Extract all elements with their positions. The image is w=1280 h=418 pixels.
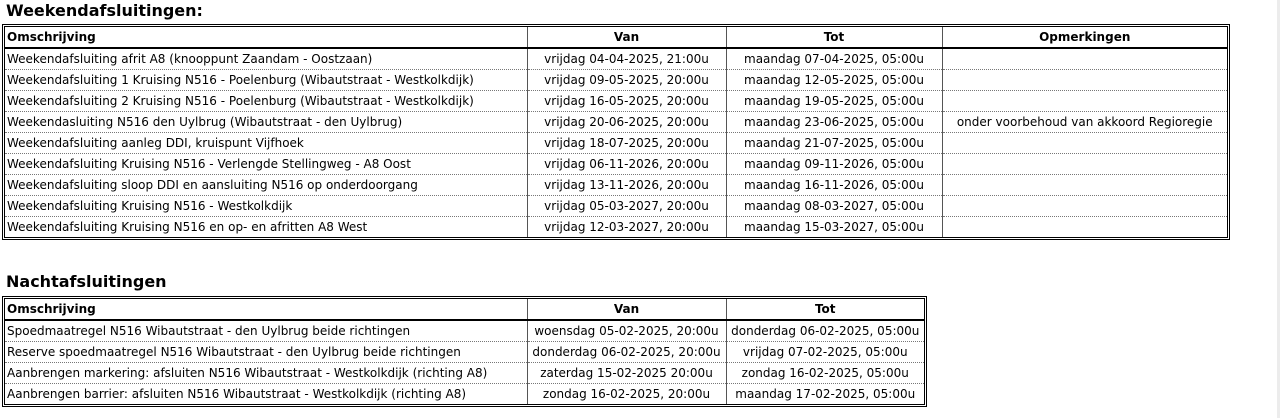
table-row <box>5 112 1227 133</box>
table-cell <box>942 196 1227 217</box>
table-cell: vrijdag 13-11-2026, 20:00u <box>527 175 726 196</box>
table-row <box>5 175 1227 196</box>
table-row <box>5 320 924 342</box>
weekend-table <box>2 24 1230 240</box>
table-cell: vrijdag 09-05-2025, 20:00u <box>527 70 726 91</box>
table-cell: Reserve spoedmaatregel N516 Wibautstraat - den Uylbrug beide richtingen <box>5 342 527 363</box>
night-header-cell: Van <box>527 299 726 320</box>
night-header-row <box>5 299 924 320</box>
table-row <box>5 217 1227 238</box>
table-cell: Weekendafsluiting Kruising N516 en op- en afritten A8 West <box>5 217 527 238</box>
weekend-header-row <box>5 27 1227 48</box>
table-cell: vrijdag 07-02-2025, 05:00u <box>726 342 924 363</box>
table-cell <box>942 217 1227 238</box>
table-cell: vrijdag 18-07-2025, 20:00u <box>527 133 726 154</box>
weekend-header-cell: Omschrijving <box>5 27 527 48</box>
table-cell: woensdag 05-02-2025, 20:00u <box>527 320 726 342</box>
table-cell: Weekendafsluiting 1 Kruising N516 - Poelenburg (Wibautstraat - Westkolkdijk) <box>5 70 527 91</box>
table-cell: maandag 08-03-2027, 05:00u <box>726 196 942 217</box>
table-cell: maandag 15-03-2027, 05:00u <box>726 217 942 238</box>
night-header-cell: Tot <box>726 299 924 320</box>
table-cell: maandag 19-05-2025, 05:00u <box>726 91 942 112</box>
table-cell: Weekendasluiting N516 den Uylbrug (Wibautstraat - den Uylbrug) <box>5 112 527 133</box>
table-cell: zondag 16-02-2025, 20:00u <box>527 384 726 405</box>
table-cell: maandag 16-11-2026, 05:00u <box>726 175 942 196</box>
table-cell: zaterdag 15-02-2025 20:00u <box>527 363 726 384</box>
table-row <box>5 384 924 405</box>
table-row <box>5 154 1227 175</box>
table-cell: Aanbrengen barrier: afsluiten N516 Wibautstraat - Westkolkdijk (richting A8) <box>5 384 527 405</box>
table-cell: zondag 16-02-2025, 05:00u <box>726 363 924 384</box>
table-cell: donderdag 06-02-2025, 05:00u <box>726 320 924 342</box>
table-cell: vrijdag 06-11-2026, 20:00u <box>527 154 726 175</box>
table-row <box>5 196 1227 217</box>
table-row <box>5 363 924 384</box>
weekend-header-cell: Opmerkingen <box>942 27 1227 48</box>
table-cell: Weekendafsluiting aanleg DDI, kruispunt Vijfhoek <box>5 133 527 154</box>
table-cell: Aanbrengen markering: afsluiten N516 Wibautstraat - Westkolkdijk (richting A8) <box>5 363 527 384</box>
table-cell: Weekendafsluiting 2 Kruising N516 - Poelenburg (Wibautstraat - Westkolkdijk) <box>5 91 527 112</box>
table-cell <box>942 154 1227 175</box>
table-cell <box>942 133 1227 154</box>
table-row <box>5 48 1227 70</box>
table-cell: onder voorbehoud van akkoord Regioregie <box>942 112 1227 133</box>
table-cell: vrijdag 04-04-2025, 21:00u <box>527 48 726 70</box>
table-row <box>5 70 1227 91</box>
table-cell: maandag 09-11-2026, 05:00u <box>726 154 942 175</box>
table-cell: Weekendafsluiting Kruising N516 - Westkolkdijk <box>5 196 527 217</box>
table-cell: maandag 07-04-2025, 05:00u <box>726 48 942 70</box>
table-cell <box>942 175 1227 196</box>
table-cell: Weekendafsluiting sloop DDI en aansluiting N516 op onderdoorgang <box>5 175 527 196</box>
night-table <box>2 296 927 407</box>
table-row <box>5 133 1227 154</box>
table-cell: Weekendafsluiting afrit A8 (knooppunt Zaandam - Oostzaan) <box>5 48 527 70</box>
table-cell: vrijdag 20-06-2025, 20:00u <box>527 112 726 133</box>
table-cell: vrijdag 05-03-2027, 20:00u <box>527 196 726 217</box>
weekend-title: Weekendafsluitingen: <box>6 1 203 20</box>
table-cell: Spoedmaatregel N516 Wibautstraat - den Uylbrug beide richtingen <box>5 320 527 342</box>
table-cell: vrijdag 16-05-2025, 20:00u <box>527 91 726 112</box>
table-cell: vrijdag 12-03-2027, 20:00u <box>527 217 726 238</box>
table-cell: Weekendafsluiting Kruising N516 - Verlengde Stellingweg - A8 Oost <box>5 154 527 175</box>
table-cell: maandag 12-05-2025, 05:00u <box>726 70 942 91</box>
table-cell <box>942 48 1227 70</box>
table-row <box>5 91 1227 112</box>
table-row <box>5 342 924 363</box>
table-cell: maandag 17-02-2025, 05:00u <box>735 387 916 401</box>
table-cell: maandag 21-07-2025, 05:00u <box>726 133 942 154</box>
table-cell: donderdag 06-02-2025, 20:00u <box>527 342 726 363</box>
weekend-header-cell: Tot <box>726 27 942 48</box>
night-header-cell: Omschrijving <box>5 299 527 320</box>
table-cell <box>942 70 1227 91</box>
table-cell <box>942 91 1227 112</box>
weekend-header-cell: Van <box>527 27 726 48</box>
table-cell: maandag 23-06-2025, 05:00u <box>726 112 942 133</box>
night-title: Nachtafsluitingen <box>6 272 167 291</box>
